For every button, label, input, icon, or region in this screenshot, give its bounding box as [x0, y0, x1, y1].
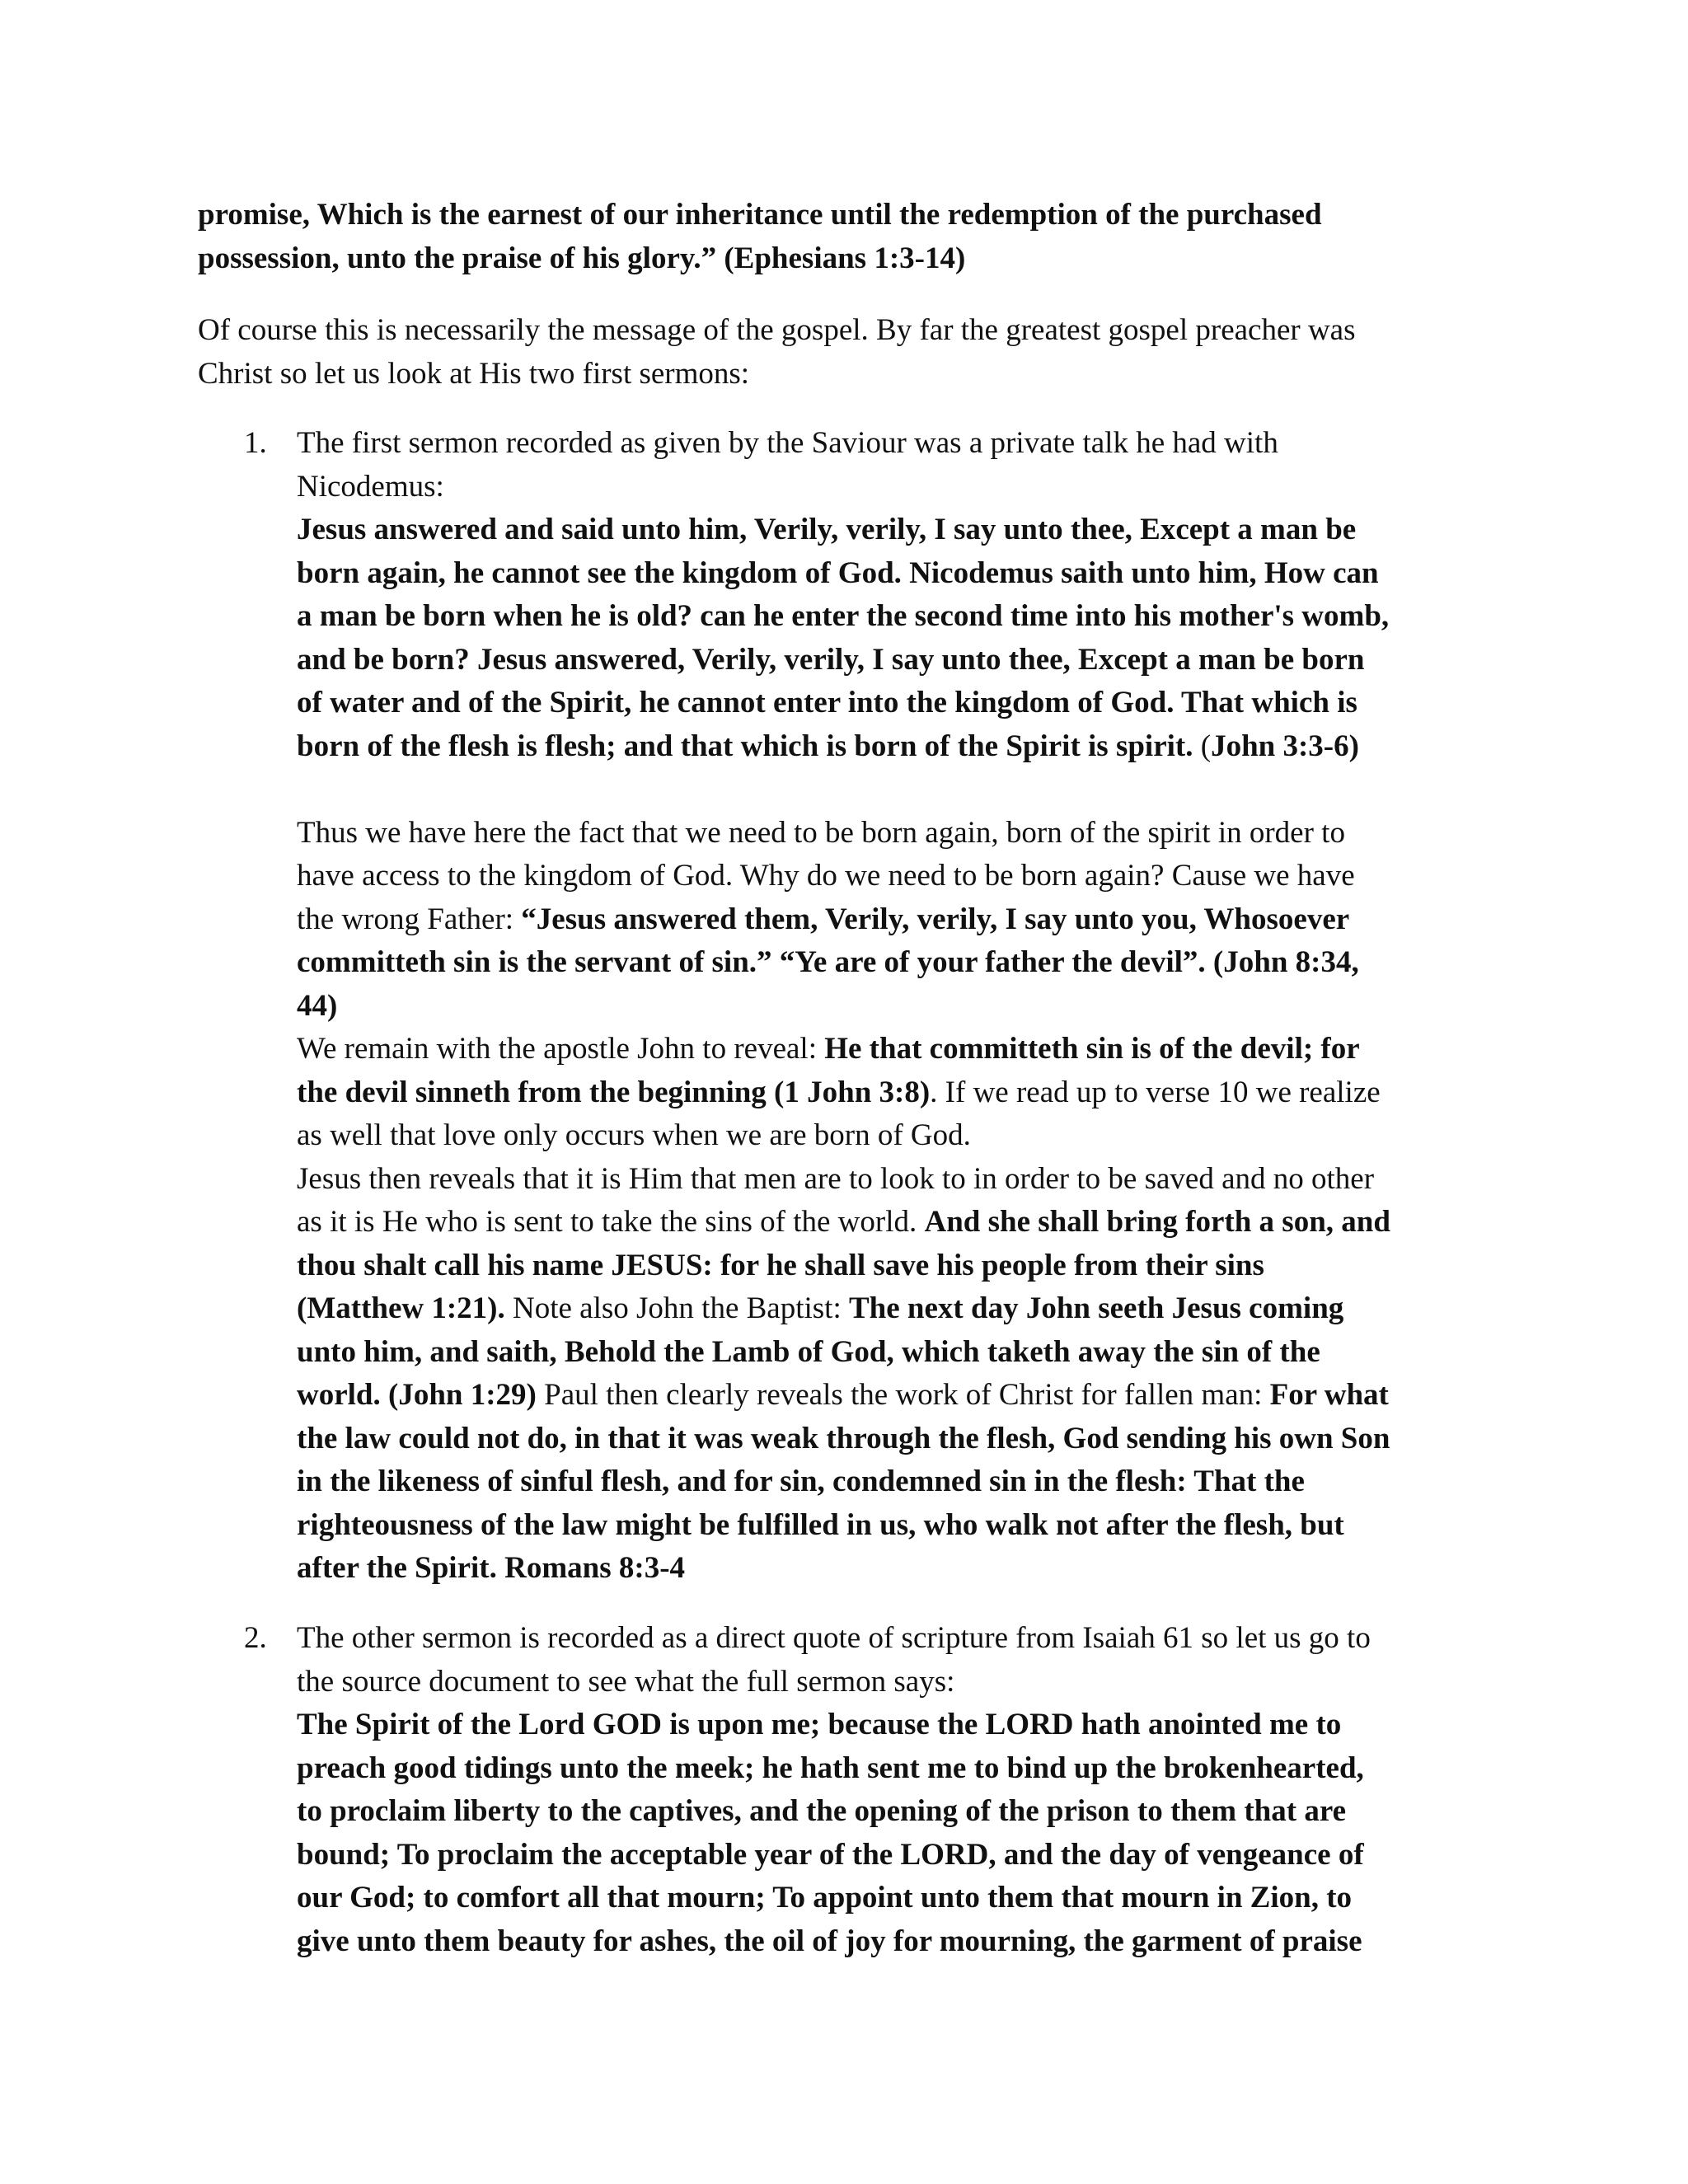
item2-lead-line-2: the source document to see what the full sermon says: [297, 1664, 955, 1699]
item1-lead-line-1: The first sermon recorded as given by the Saviour was a private talk he had with [297, 426, 1278, 460]
item1-para2-line-3: as well that love only occurs when we are born of God. [297, 1118, 971, 1152]
item1-quote-line-1: Jesus answered and said unto him, Verily, verily, I say unto thee, Except a man be [297, 513, 1357, 546]
item1-para3-line-8: in the likeness of sinful flesh, and for sin, condemned sin in the flesh: That the [297, 1465, 1305, 1498]
item2-quote-line-2: preach good tidings unto the meek; he hath sent me to bind up the brokenhearted, [297, 1750, 1364, 1785]
item1-quote-line-6c: John 3:3-6) [1211, 729, 1359, 763]
item1-lead-line-2: Nicodemus: [297, 469, 444, 504]
item1-para3-line-5: unto him, and saith, Behold the Lamb of God, which taketh away the sin of the [297, 1334, 1320, 1369]
item1-para1-line-3b: “Jesus answered them, Verily, verily, I say unto you, Whosoever [521, 902, 1350, 936]
item1-para3-line-6b: Paul then clearly reveals the work of Christ for fallen man: [536, 1378, 1270, 1412]
item1-para1-line-5: 44) [297, 988, 338, 1023]
item2-lead-line-1: The other sermon is recorded as a direct quote of scripture from Isaiah 61 so let us go to [297, 1621, 1371, 1655]
list-item-1 [297, 422, 1475, 1591]
list-item-2 [297, 1617, 1475, 1963]
paragraph-spacer [297, 768, 1475, 812]
item2-quote-line-6: give unto them beauty for ashes, the oil of joy for mourning, the garment of praise [297, 1924, 1362, 1958]
item1-para2-line-1b: He that committeth sin is of the devil; for [824, 1032, 1360, 1066]
item1-para3-line-4b: Note also John the Baptist: [504, 1291, 849, 1325]
item1-quote-line-5: of water and of the Spirit, he cannot enter into the kingdom of God. That which is [297, 686, 1357, 719]
item1-para1-line-2: have access to the kingdom of God. Why do we need to be born again? Cause we have [297, 859, 1355, 893]
item1-para3-line-6a: world. (John 1:29) [297, 1378, 537, 1412]
item1-para3-line-3: thou shalt call his name JESUS: for he shall save his people from their sins [297, 1248, 1264, 1282]
item2-quote-line-3: to proclaim liberty to the captives, and the opening of the prison to them that are [297, 1794, 1346, 1828]
item1-quote-line-4: and be born? Jesus answered, Verily, verily, I say unto thee, Except a man be born [297, 642, 1365, 677]
item1-quote-line-2: born again, he cannot see the kingdom of God. Nicodemus saith unto him, How can [297, 555, 1379, 590]
item1-para1-line-3a: the wrong Father: [297, 902, 522, 936]
item1-para2-line-2b: . If we read up to verse 10 we realize [930, 1075, 1381, 1109]
item1-quote-line-6b: ( [1193, 729, 1212, 763]
item2-quote-line-4: bound; To proclaim the acceptable year of the LORD, and the day of vengeance of [297, 1837, 1364, 1872]
item1-para1-line-1: Thus we have here the fact that we need to be born again, born of the spirit in order to [297, 815, 1345, 850]
item2-quote-line-1: The Spirit of the Lord GOD is upon me; because the LORD hath anointed me to [297, 1708, 1342, 1741]
item1-quote-line-6a: born of the flesh is flesh; and that which is born of the Spirit is spirit. [297, 729, 1193, 763]
intro-paragraph [198, 309, 1484, 396]
item2-quote-line-5: our God; to comfort all that mourn; To appoint unto them that mourn in Zion, to [297, 1881, 1353, 1915]
list-number-2: 2. [244, 1621, 267, 1655]
item1-para3-line-1: Jesus then reveals that it is Him that men are to look to in order to be saved and no other [297, 1161, 1375, 1196]
item1-para3-line-10: after the Spirit. Romans 8:3-4 [297, 1551, 686, 1585]
item1-para2-line-1a: We remain with the apostle John to reveal: [297, 1032, 825, 1066]
item1-para2-line-2a: the devil sinneth from the beginning (1 John 3:8) [297, 1075, 931, 1109]
list-number-1: 1. [244, 426, 267, 460]
item1-quote-line-3: a man be born when he is old? can he enter the second time into his mother's womb, [297, 599, 1390, 633]
item1-para3-line-9: righteousness of the law might be fulfilled in us, who walk not after the flesh, but [297, 1507, 1344, 1542]
item1-para3-line-2b: And she shall bring forth a son, and [924, 1205, 1390, 1239]
intro-quote-line-2: possession, unto the praise of his glory.” (Ephesians 1:3-14) [198, 241, 966, 275]
item1-para1-line-4: committeth sin is the servant of sin.” “Ye are of your father the devil”. (John 8:34, [297, 945, 1359, 979]
intro-paragraph-line-2: Christ so let us look at His two first sermons: [198, 356, 750, 391]
item1-para3-line-2a: as it is He who is sent to take the sins of the world. [297, 1205, 925, 1239]
item1-para3-line-7: the law could not do, in that it was weak through the flesh, God sending his own Son [297, 1421, 1390, 1455]
intro-paragraph-line-1: Of course this is necessarily the message of the gospel. By far the greatest gospel preacher was [198, 313, 1356, 347]
intro-quote-line-1: promise, Which is the earnest of our inheritance until the redemption of the purchased [198, 198, 1322, 232]
item1-para3-line-4a: (Matthew 1:21). [297, 1291, 505, 1325]
item1-para3-line-4c: The next day John seeth Jesus coming [849, 1291, 1344, 1325]
item1-para3-line-6c: For what [1269, 1378, 1389, 1412]
intro-quote [198, 194, 1484, 280]
